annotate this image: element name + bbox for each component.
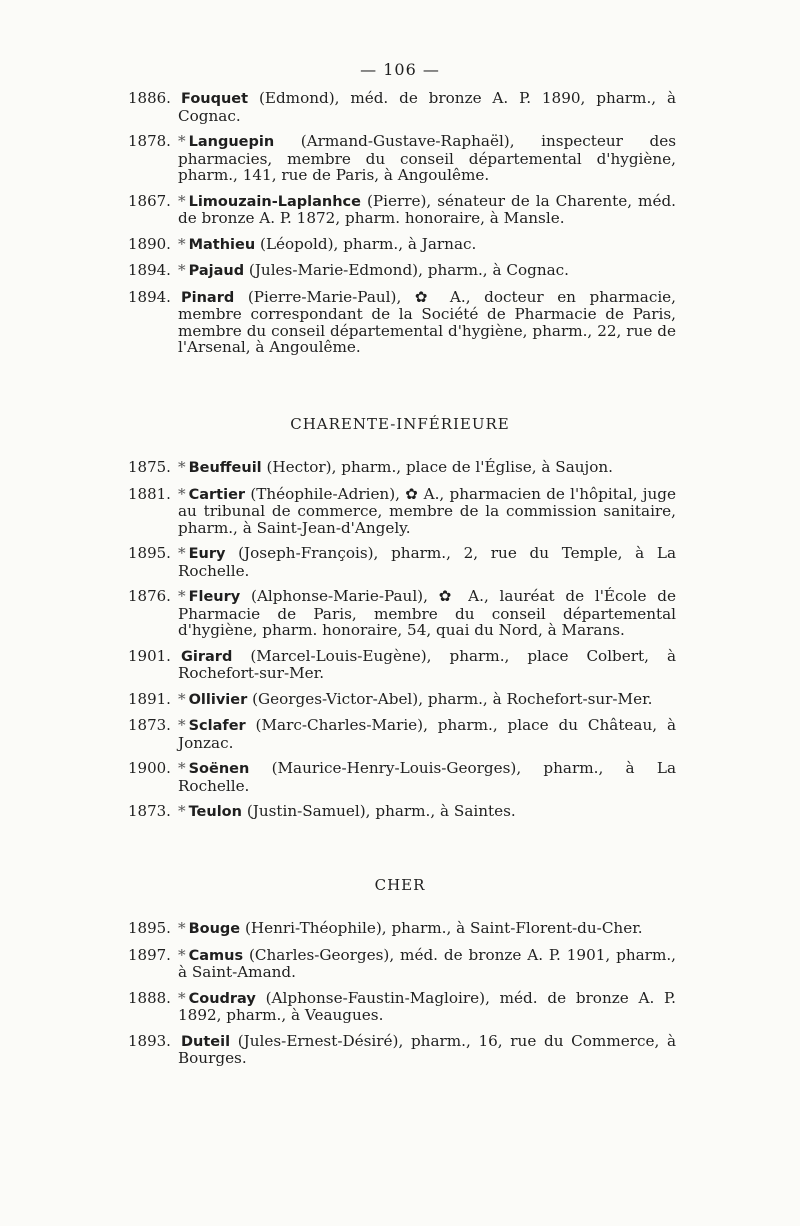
entry-year: 1886. — [128, 89, 171, 107]
entry-year: 1891. — [128, 689, 171, 708]
entry-mark: * — [178, 191, 186, 210]
entry-name: Fleury — [188, 589, 241, 605]
entry-mark: * — [178, 689, 186, 708]
entry-year: 1873. — [128, 716, 171, 734]
entry-text: (Justin-Samuel), pharm., à Saintes. — [246, 802, 516, 820]
list-item — [128, 1033, 676, 1067]
entry-year: 1873. — [128, 802, 171, 820]
entry-name: Pinard — [181, 289, 235, 306]
entry-year: 1894. — [128, 261, 171, 279]
entry-text: (Jules-Marie-Edmond), pharm., à Cognac. — [248, 261, 569, 279]
entry-name: Cartier — [188, 486, 246, 503]
list-item — [128, 947, 676, 981]
list-item — [128, 717, 676, 751]
entry-name: Camus — [188, 947, 244, 964]
entry-name: Duteil — [181, 1033, 231, 1050]
list-item — [128, 920, 676, 938]
entry-mark: * — [178, 945, 186, 964]
list-item — [128, 193, 676, 227]
entry-year: 1867. — [128, 191, 171, 210]
list-item — [128, 236, 676, 254]
entry-mark: * — [178, 716, 186, 734]
entry-name: Languepin — [188, 134, 275, 150]
section-heading-charente-inferieure: CHARENTE-INFÉRIEURE — [290, 415, 510, 433]
entry-year: 1901. — [128, 646, 171, 665]
entry-text: (Maurice-Henry-Louis-Georges), pharm., à La Rochelle. — [178, 759, 676, 795]
list-item — [128, 990, 676, 1024]
entry-mark: * — [178, 759, 186, 777]
entry-text: (Armand-Gustave-Raphaël), inspecteur des pharmacies, membre du conseil départemental d'hygiène, pharm., 141, rue de Paris, à Angoulême. — [178, 132, 677, 184]
entry-year: 1895. — [128, 544, 171, 562]
entry-mark: * — [178, 544, 186, 562]
section-charente-inferieure — [128, 459, 676, 830]
list-item — [128, 691, 676, 709]
entry-mark: * — [178, 802, 186, 820]
entry-text: (Charles-Georges), méd. de bronze A. P. 1901, pharm., à Saint-Amand. — [178, 945, 677, 981]
section-heading-cher: CHER — [374, 876, 426, 894]
entry-text: (Edmond), méd. de bronze A. P. 1890, pharm., à Cognac. — [178, 89, 677, 125]
entry-name: Soënen — [188, 761, 250, 777]
entry-year: 1894. — [128, 287, 171, 306]
entry-name: Teulon — [188, 804, 242, 820]
list-item — [128, 545, 676, 579]
entry-text: (Marc-Charles-Marie), pharm., place du Château, à Jonzac. — [178, 716, 676, 752]
entry-text: (Jules-Ernest-Désiré), pharm., 16, rue du Commerce, à Bourges. — [178, 1031, 677, 1067]
entry-name: Pajaud — [188, 263, 245, 279]
entry-name: Coudray — [188, 990, 256, 1007]
entry-name: Mathieu — [188, 236, 256, 253]
entry-text: (Marcel-Louis-Eugène), pharm., place Colbert, à Rochefort-sur-Mer. — [178, 646, 676, 682]
list-item — [128, 133, 676, 184]
entry-year: 1893. — [128, 1031, 171, 1050]
section-cher — [128, 920, 676, 1076]
entry-name: Limouzain-Laplanhce — [188, 193, 361, 210]
entry-mark: * — [178, 132, 186, 150]
list-item — [128, 262, 676, 280]
entry-mark: * — [178, 919, 186, 937]
page-number: — 106 — — [360, 60, 440, 79]
entry-text: (Hector), pharm., place de l'Église, à Saujon. — [266, 458, 614, 476]
section-charente — [128, 90, 676, 365]
entry-year: 1888. — [128, 988, 171, 1007]
entry-name: Bouge — [188, 921, 241, 937]
entry-name: Beuffeuil — [188, 460, 262, 476]
entry-text: (Alphonse-Marie-Paul), ✿ A., lauréat de l'École de Pharmacie de Paris, membre du conseil départemental d'hygiène, pharm. honoraire, 54, quai du Nord, à Marans. — [178, 587, 676, 639]
entry-text: (Théophile-Adrien), ✿ A., pharmacien de l'hôpital, juge au tribunal de commerce, membre de la commission sanitaire, pharm., à Saint-Jean-d'Angely. — [178, 484, 676, 537]
entry-text: (Joseph-François), pharm., 2, rue du Temple, à La Rochelle. — [178, 544, 676, 580]
entry-name: Eury — [188, 546, 226, 562]
list-item — [128, 760, 676, 794]
entry-name: Sclafer — [188, 718, 246, 734]
list-item — [128, 289, 676, 356]
entry-mark: * — [178, 484, 186, 503]
entry-year: 1876. — [128, 587, 171, 605]
list-item — [128, 90, 676, 124]
entry-mark: * — [178, 234, 186, 253]
entry-text: (Georges-Victor-Abel), pharm., à Rochefort-sur-Mer. — [252, 689, 653, 708]
entry-text: (Pierre-Marie-Paul), ✿ A., docteur en pharmacie, membre correspondant de la Société de Pharmacie de Paris, membre du conseil départemental d'hygiène, pharm., 22, rue de l'Arsenal, à Angoulême. — [178, 287, 676, 356]
list-item — [128, 486, 676, 537]
list-item — [128, 459, 676, 477]
entry-text: (Alphonse-Faustin-Magloire), méd. de bronze A. P. 1892, pharm., à Veaugues. — [178, 988, 676, 1024]
entry-year: 1900. — [128, 759, 171, 777]
list-item — [128, 648, 676, 682]
entry-mark: * — [178, 261, 186, 279]
entry-mark: * — [178, 988, 186, 1007]
entry-year: 1881. — [128, 484, 171, 503]
entry-name: Fouquet — [181, 91, 249, 107]
list-item — [128, 803, 676, 821]
entry-year: 1897. — [128, 945, 171, 964]
entry-name: Girard — [181, 648, 233, 665]
entry-text: (Léopold), pharm., à Jarnac. — [260, 234, 477, 253]
entry-mark: * — [178, 587, 186, 605]
entry-year: 1878. — [128, 132, 171, 150]
entry-mark: * — [178, 458, 186, 476]
entry-year: 1895. — [128, 919, 171, 937]
entry-text: (Pierre), sénateur de la Charente, méd. de bronze A. P. 1872, pharm. honoraire, à Mansle. — [178, 191, 677, 227]
list-item — [128, 588, 676, 639]
entry-text: (Henri-Théophile), pharm., à Saint-Florent-du-Cher. — [244, 919, 643, 937]
entry-year: 1890. — [128, 234, 171, 253]
entry-name: Ollivier — [188, 691, 248, 708]
entry-year: 1875. — [128, 458, 171, 476]
